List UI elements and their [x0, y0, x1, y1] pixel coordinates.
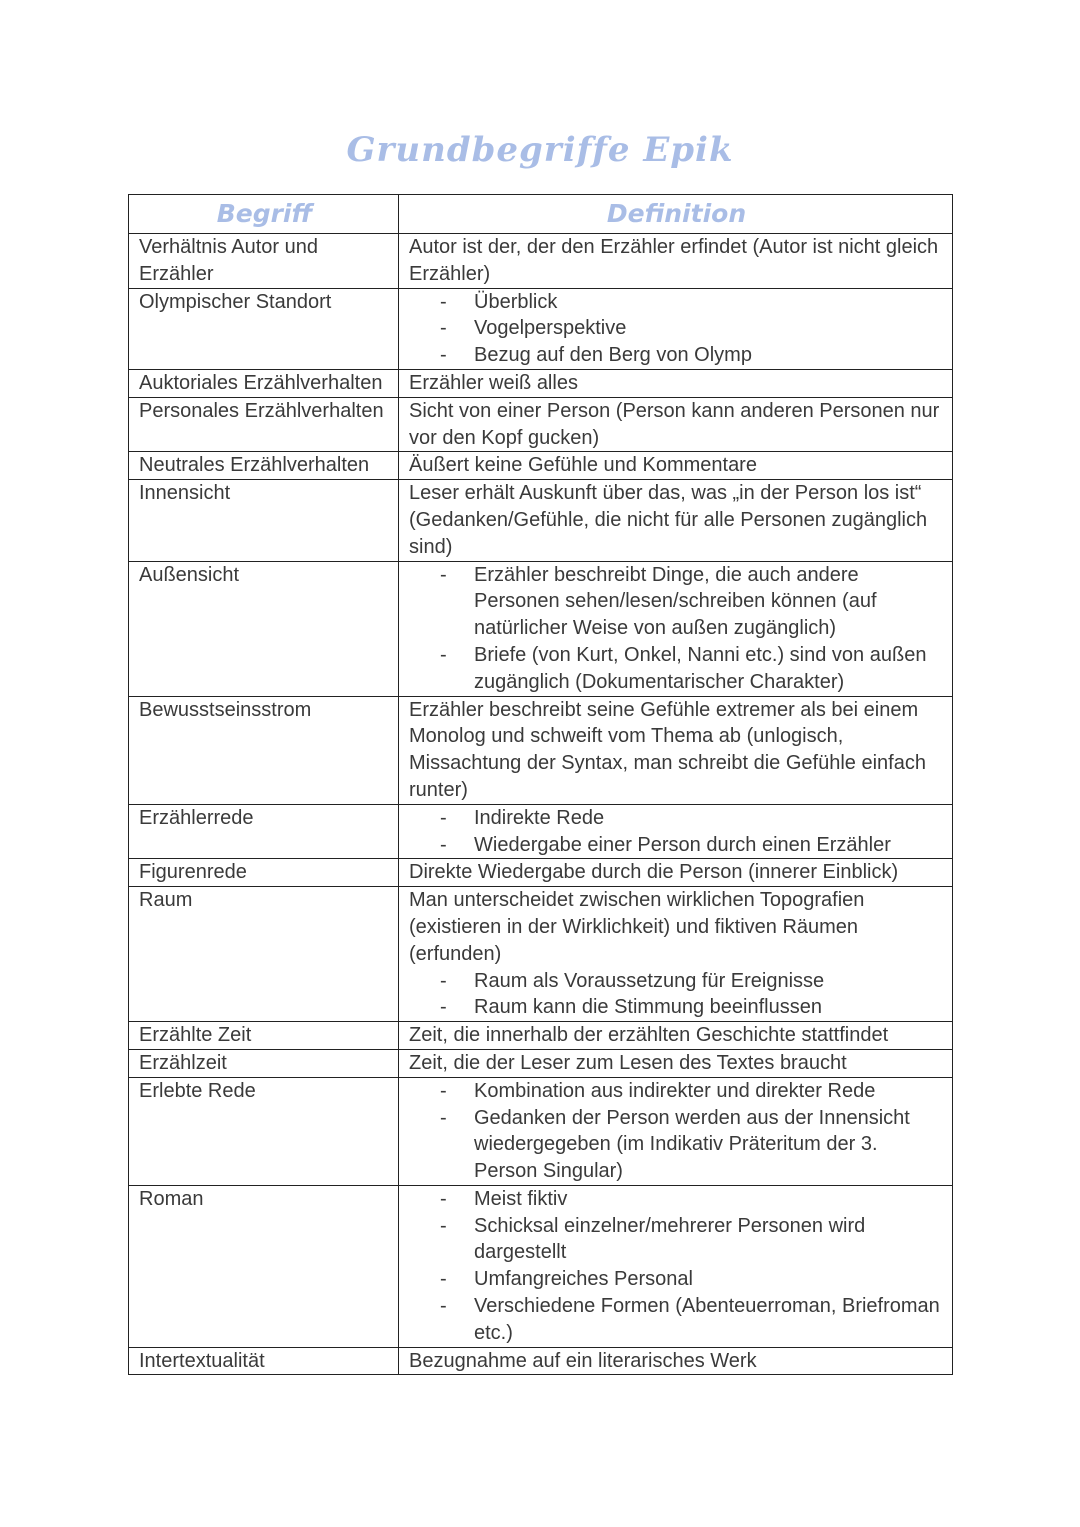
table-row — [129, 234, 953, 289]
definition-cell — [399, 234, 953, 289]
definition-text: Bezugnahme auf ein literarisches Werk — [409, 1349, 757, 1372]
term-cell: Roman — [129, 1185, 399, 1347]
term-cell: Olympischer Standort — [129, 288, 399, 369]
term-cell: Erlebte Rede — [129, 1077, 399, 1185]
definition-text: Erzähler beschreibt seine Gefühle extremer als bei einem Monolog und schweift vom Thema ab (unlogisch, Missachtung der Syntax, man schreibt die Gefühle einfach runter) — [409, 698, 926, 801]
definition-bullet: - Raum als Voraussetzung für Ereignisse — [409, 968, 944, 995]
definition-bullet: - Wiedergabe einer Person durch einen Erzähler — [409, 832, 944, 859]
term-cell: Innensicht — [129, 480, 399, 561]
term-cell: Intertextualität — [129, 1347, 399, 1375]
table-row — [129, 804, 953, 859]
definition-bullet-list — [409, 289, 944, 369]
terms-table — [128, 194, 953, 1375]
definition-cell — [399, 561, 953, 696]
term-cell: Personales Erzählverhalten — [129, 397, 399, 452]
definition-bullet: - Meist fiktiv — [409, 1186, 944, 1213]
term-cell: Außensicht — [129, 561, 399, 696]
table-row — [129, 288, 953, 369]
definition-text: Autor ist der, der den Erzähler erfindet (Autor ist nicht gleich Erzähler) — [409, 236, 939, 285]
definition-bullet: - Erzähler beschreibt Dinge, die auch andere Personen sehen/lesen/schreiben können (auf natürlicher Weise von außen zugänglich) — [409, 562, 944, 642]
table-row — [129, 887, 953, 1022]
definition-bullet: - Kombination aus indirekter und direkter Rede — [409, 1078, 944, 1105]
definition-bullet-list — [409, 1078, 944, 1185]
definition-cell — [399, 1077, 953, 1185]
term-cell: Neutrales Erzählverhalten — [129, 452, 399, 480]
definition-bullet: - Verschiedene Formen (Abenteuerroman, Briefroman etc.) — [409, 1293, 944, 1347]
definition-bullet: - Indirekte Rede — [409, 805, 944, 832]
definition-text: Sicht von einer Person (Person kann anderen Personen nur vor den Kopf gucken) — [409, 399, 940, 449]
definition-text: Äußert keine Gefühle und Kommentare — [409, 454, 757, 477]
definition-cell — [399, 1049, 953, 1077]
definition-bullet: - Überblick — [409, 289, 944, 316]
table-row — [129, 1049, 953, 1077]
definition-bullet: - Umfangreiches Personal — [409, 1266, 944, 1293]
definition-text: Erzähler weiß alles — [409, 371, 578, 394]
table-row — [129, 859, 953, 887]
definition-bullet-list — [409, 1186, 944, 1347]
table-row — [129, 1022, 953, 1050]
term-cell: Raum — [129, 887, 399, 1022]
definition-cell — [399, 1022, 953, 1050]
definition-cell — [399, 288, 953, 369]
definition-bullet: - Bezug auf den Berg von Olymp — [409, 342, 944, 369]
definition-bullet-list — [409, 562, 944, 696]
definition-cell — [399, 696, 953, 804]
definition-text: Man unterscheidet zwischen wirklichen Topografien (existieren in der Wirklichkeit) und fiktiven Räumen (erfunden) — [409, 889, 865, 965]
definition-bullet: - Briefe (von Kurt, Onkel, Nanni etc.) sind von außen zugänglich (Dokumentarischer Charakter) — [409, 642, 944, 696]
definition-text: Zeit, die der Leser zum Lesen des Textes braucht — [409, 1051, 847, 1074]
definition-cell — [399, 480, 953, 561]
table-row — [129, 1185, 953, 1347]
definition-cell — [399, 452, 953, 480]
table-row — [129, 397, 953, 452]
definition-cell — [399, 397, 953, 452]
definition-cell — [399, 804, 953, 859]
definition-bullet-list — [409, 968, 944, 1022]
header-definition: Definition — [399, 195, 953, 234]
table-row — [129, 561, 953, 696]
term-cell: Verhältnis Autor und Erzähler — [129, 234, 399, 289]
table-header-row — [129, 195, 953, 234]
definition-cell — [399, 859, 953, 887]
term-cell: Auktoriales Erzählverhalten — [129, 369, 399, 397]
term-cell: Erzählte Zeit — [129, 1022, 399, 1050]
definition-bullet: - Gedanken der Person werden aus der Innensicht wiedergegeben (im Indikativ Präteritum der 3. Person Singular) — [409, 1105, 944, 1185]
definition-cell — [399, 369, 953, 397]
page-title: Grundbegriffe Epik — [346, 130, 734, 170]
definition-cell — [399, 1347, 953, 1375]
definition-text: Direkte Wiedergabe durch die Person (innerer Einblick) — [409, 861, 899, 884]
definition-bullet: - Vogelperspektive — [409, 315, 944, 342]
table-row — [129, 1347, 953, 1375]
definition-bullet: - Schicksal einzelner/mehrerer Personen wird dargestellt — [409, 1213, 944, 1267]
definition-cell — [399, 887, 953, 1022]
table-row — [129, 452, 953, 480]
table-row — [129, 696, 953, 804]
term-cell: Erzählzeit — [129, 1049, 399, 1077]
definition-text: Zeit, die innerhalb der erzählten Geschichte stattfindet — [409, 1024, 889, 1047]
term-cell: Figurenrede — [129, 859, 399, 887]
header-term: Begriff — [129, 195, 399, 234]
definition-text: Leser erhält Auskunft über das, was „in der Person los ist“ (Gedanken/Gefühle, die nicht für alle Personen zugänglich sind) — [409, 482, 928, 558]
term-cell: Bewusstseinsstrom — [129, 696, 399, 804]
table-row — [129, 480, 953, 561]
term-cell: Erzählerrede — [129, 804, 399, 859]
table-row — [129, 1077, 953, 1185]
table-row — [129, 369, 953, 397]
definition-cell — [399, 1185, 953, 1347]
definition-bullet-list — [409, 805, 944, 859]
definition-bullet: - Raum kann die Stimmung beeinflussen — [409, 994, 944, 1021]
